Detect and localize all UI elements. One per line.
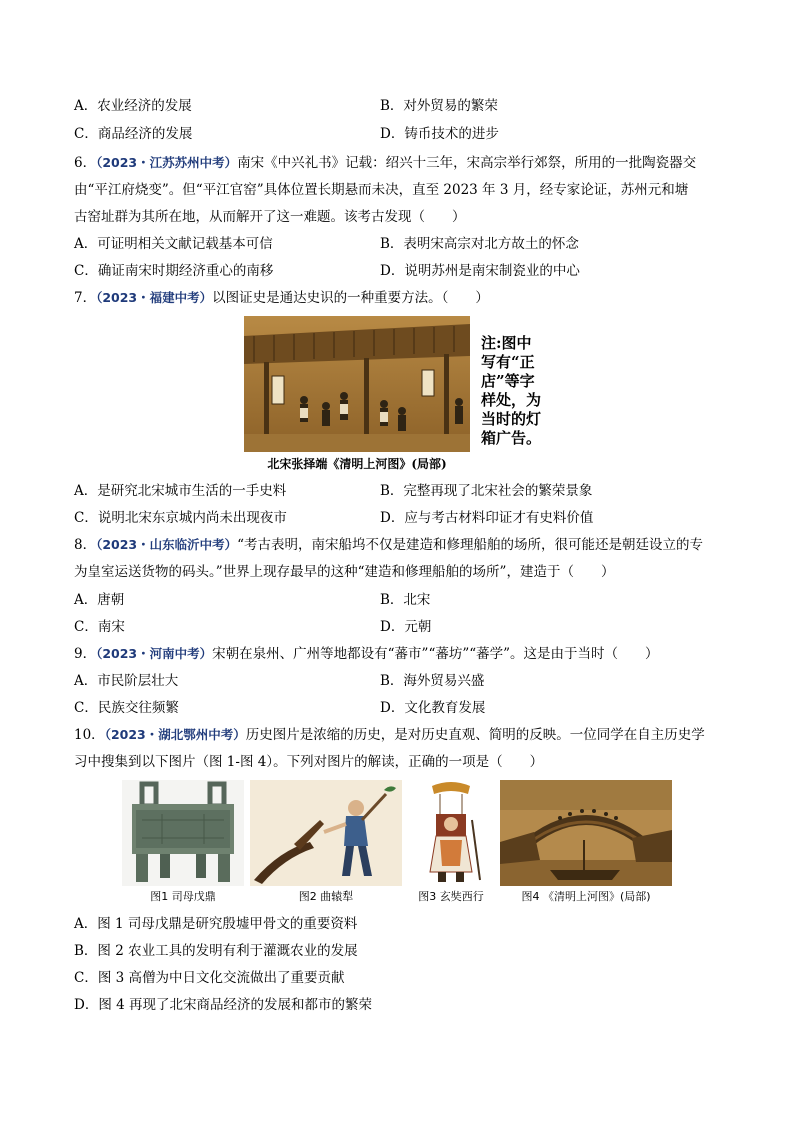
q7-note-line: 写有“正 xyxy=(481,353,535,371)
q9-option-d[interactable]: D．文化教育发展 xyxy=(380,700,486,716)
q7-option-c[interactable]: C．说明北宋东京城内尚未出现夜市 xyxy=(74,510,287,526)
figure-2-plough-image xyxy=(250,780,402,886)
q8-stem-text: “考古表明，南宋船坞不仅是建造和修理船舶的场所，很可能还是朝廷设立的专 xyxy=(237,537,704,553)
q7-stem xyxy=(74,288,489,308)
q10-option-d[interactable]: D．图 4 再现了北宋商品经济的发展和都市的繁荣 xyxy=(74,997,372,1013)
q8-source: （2023・山东临沂中考） xyxy=(96,537,238,552)
q6-option-d[interactable]: D．说明苏州是南宋制瓷业的中心 xyxy=(380,263,580,279)
q6-source: （2023・江苏苏州中考） xyxy=(96,155,238,170)
q10-stem-line1 xyxy=(74,725,705,745)
q7-option-b[interactable]: B．完整再现了北宋社会的繁荣景象 xyxy=(380,483,593,499)
q6-stem-line3: 古窑址群为其所在地，从而解开了这一难题。该考古发现（ ） xyxy=(74,209,466,225)
q10-stem-text: 历史图片是浓缩的历史，是对历史直观、简明的反映。一位同学在自主历史学 xyxy=(245,727,705,743)
q6-stem-text: 南宋《中兴礼书》记载：绍兴十三年，宋高宗举行郊祭，所用的一批陶瓷器交 xyxy=(237,155,697,171)
q7-figure-caption: 北宋张择端《清明上河图》(局部) xyxy=(267,457,447,471)
q6-option-c[interactable]: C．确证南宋时期经济重心的南移 xyxy=(74,263,274,279)
figure-1-ding-image xyxy=(122,780,244,886)
q10-stem-line2: 习中搜集到以下图片（图 1-图 4）。下列对图片的解读，正确的一项是（ ） xyxy=(74,754,544,770)
q7-stem-text: 以图证史是通达史识的一种重要方法。（ ） xyxy=(212,290,489,306)
q9-stem-text: 宋朝在泉州、广州等地都设有“蕃市”“蕃坊”“蕃学”。这是由于当时（ ） xyxy=(212,646,659,662)
q9-source: （2023・河南中考） xyxy=(96,646,213,661)
q10-option-c[interactable]: C．图 3 高僧为中日文化交流做出了重要贡献 xyxy=(74,970,345,986)
q5-option-b[interactable]: B．对外贸易的繁荣 xyxy=(380,98,498,114)
figure-3-caption: 图3 玄奘西行 xyxy=(418,890,484,903)
q6-stem-line2: 由“平江府烧变”。但“平江官窑”具体位置长期悬而未决，直至 2023 年 3 月，经专家论证，苏州元和塘 xyxy=(74,182,689,198)
q9-stem xyxy=(74,644,659,664)
figure-1-caption: 图1 司母戊鼎 xyxy=(150,890,216,903)
q9-number: 9． xyxy=(74,646,97,662)
q7-note-line: 样处，为 xyxy=(481,391,542,409)
q9-option-a[interactable]: A．市民阶层壮大 xyxy=(74,673,179,689)
q9-option-c[interactable]: C．民族交往频繁 xyxy=(74,700,179,716)
q7-option-a[interactable]: A．是研究北宋城市生活的一手史料 xyxy=(74,483,287,499)
q6-option-b[interactable]: B．表明宋高宗对北方故土的怀念 xyxy=(380,236,579,252)
figure-4-qingming-image xyxy=(500,780,672,886)
q8-option-a[interactable]: A．唐朝 xyxy=(74,592,125,608)
q5-option-c[interactable]: C．商品经济的发展 xyxy=(74,126,193,142)
q6-option-a[interactable]: A．可证明相关文献记载基本可信 xyxy=(74,236,273,252)
q8-option-d[interactable]: D．元朝 xyxy=(380,619,432,635)
q10-option-a[interactable]: A．图 1 司母戊鼎是研究殷墟甲骨文的重要资料 xyxy=(74,916,358,932)
q10-option-b[interactable]: B．图 2 农业工具的发明有利于灌溉农业的发展 xyxy=(74,943,358,959)
q7-option-d[interactable]: D．应与考古材料印证才有史料价值 xyxy=(380,510,594,526)
q7-note-line: 当时的灯 xyxy=(481,410,542,428)
q7-note xyxy=(481,334,541,448)
q5-option-d[interactable]: D．铸币技术的进步 xyxy=(380,126,499,142)
q8-number: 8． xyxy=(74,537,97,553)
q5-option-a[interactable]: A．农业经济的发展 xyxy=(74,98,192,114)
q6-number: 6． xyxy=(74,155,97,171)
q8-stem-line2: 为皇室运送货物的码头。”世界上现存最早的这种“建造和修理船舶的场所”，建造于（ ） xyxy=(74,564,615,580)
q8-option-b[interactable]: B．北宋 xyxy=(380,592,431,608)
q8-stem-line1 xyxy=(74,535,703,555)
q7-note-line: 店”等字 xyxy=(481,372,535,390)
q10-source: （2023・湖北鄂州中考） xyxy=(104,727,246,742)
q6-stem-line1 xyxy=(74,153,696,173)
q7-number: 7． xyxy=(74,290,97,306)
figure-4-caption: 图4 《清明上河图》(局部) xyxy=(521,890,651,903)
figure-3-xuanzang-image xyxy=(410,780,492,886)
qingming-painting-image xyxy=(244,316,470,452)
figure-2-caption: 图2 曲辕犁 xyxy=(298,890,354,903)
q8-option-c[interactable]: C．南宋 xyxy=(74,619,125,635)
q10-number: 10． xyxy=(74,727,105,743)
q9-option-b[interactable]: B．海外贸易兴盛 xyxy=(380,673,485,689)
q7-note-line: 箱广告。 xyxy=(481,429,542,447)
q7-note-line: 注:图中 xyxy=(481,334,532,352)
q7-source: （2023・福建中考） xyxy=(96,290,213,305)
